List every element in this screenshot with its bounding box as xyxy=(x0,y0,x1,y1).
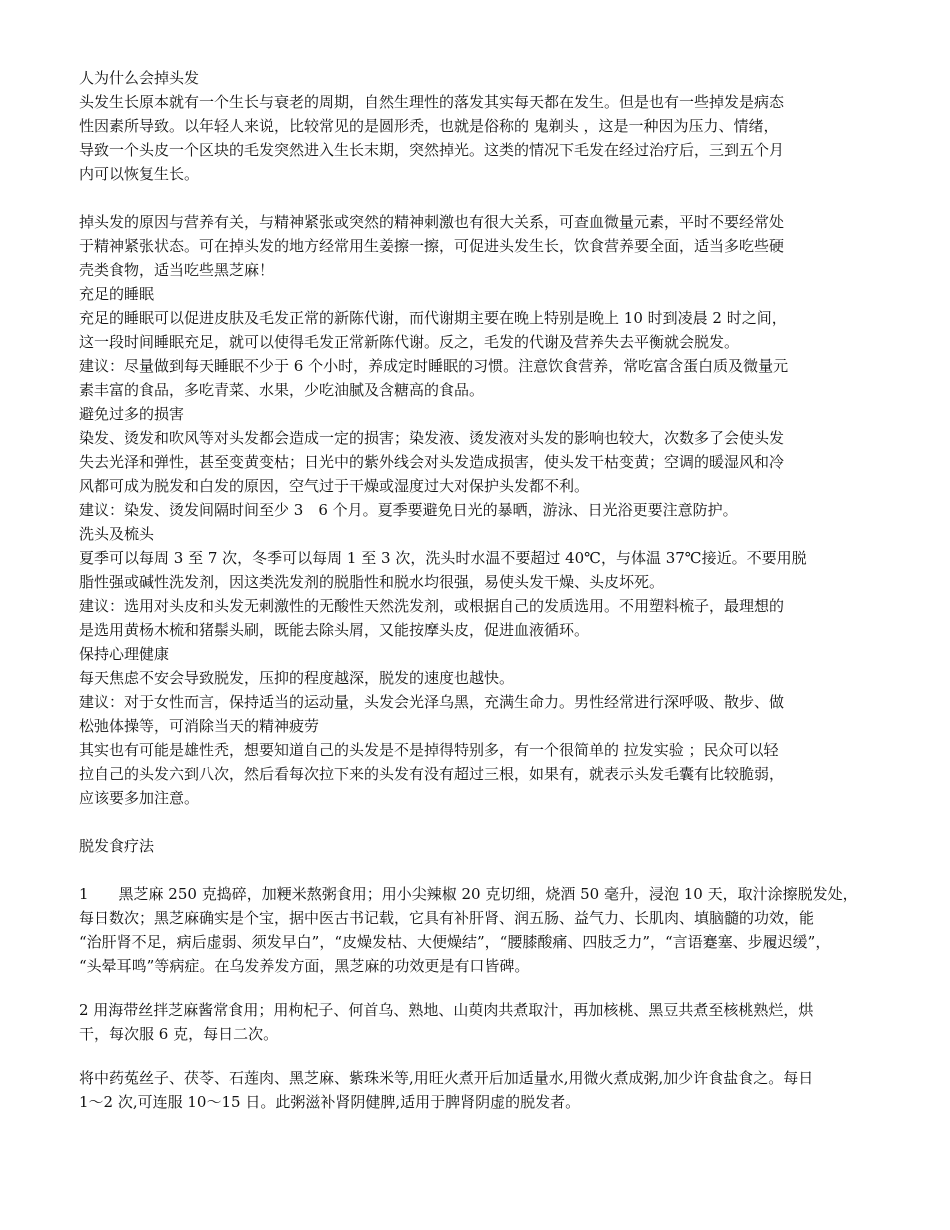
paragraph-line: 将中药菟丝子、茯苓、石莲肉、黑芝麻、紫珠米等,用旺火煮开后加适量水,用微火煮成粥,加少许食盐食之。每日 xyxy=(79,1069,814,1087)
paragraph-line: 性因素所导致。以年轻人来说，比较常见的是圆形秃，也就是俗称的 鬼剃头 ，这是一种因为压力、情绪， xyxy=(79,117,779,135)
list-item-line: 干，每次服 6 克，每日二次。 xyxy=(79,1025,279,1043)
paragraph-line: 染发、烫发和吹风等对头发都会造成一定的损害；染发液、烫发液对头发的影响也较大，次数多了会使头发 xyxy=(79,429,785,447)
paragraph-line: 头发生长原本就有一个生长与衰老的周期，自然生理性的落发其实每天都在发生。但是也有一些掉发是病态 xyxy=(79,93,785,111)
paragraph-line: 这一段时间睡眠充足，就可以使得毛发正常新陈代谢。反之，毛发的代谢及营养失去平衡就会脱发。 xyxy=(79,333,740,351)
paragraph-line: 拉自己的头发六到八次，然后看每次拉下来的头发有没有超过三根，如果有，就表示头发毛囊有比较脆弱， xyxy=(79,765,785,783)
heading-mental-health: 保持心理健康 xyxy=(79,645,170,663)
list-item-line: 1 黑芝麻 250 克捣碎，加粳米熬粥食用；用小尖辣椒 20 克切细，烧酒 50 毫升，浸泡 10 天，取汁涂擦脱发处， xyxy=(79,885,858,903)
paragraph-line: 其实也有可能是雄性秃，想要知道自己的头发是不是掉得特别多，有一个很简单的 拉发实验 ；民众可以轻 xyxy=(79,741,779,759)
paragraph-line: 夏季可以每周 3 至 7 次，冬季可以每周 1 至 3 次，洗头时水温不要超过 40℃，与体温 37℃接近。不要用脱 xyxy=(79,549,807,567)
paragraph-line: 充足的睡眠可以促进皮肤及毛发正常的新陈代谢，而代谢期主要在晚上特别是晚上 10 时到凌晨 2 时之间， xyxy=(79,309,787,327)
paragraph-line: 掉头发的原因与营养有关，与精神紧张或突然的精神刺激也有很大关系，可查血微量元素，平时不要经常处 xyxy=(79,213,785,231)
paragraph-line: 壳类食物，适当吃些黑芝麻！ xyxy=(79,261,275,279)
heading-why-hair-loss: 人为什么会掉头发 xyxy=(79,69,200,87)
list-item-line: 每日数次；黑芝麻确实是个宝，据中医古书记载，它具有补肝肾、润五肠、益气力、长肌肉、填脑髓的功效，能 xyxy=(79,909,815,927)
heading-sleep: 充足的睡眠 xyxy=(79,285,155,303)
paragraph-line: 风都可成为脱发和白发的原因，空气过于干燥或湿度过大对保护头发都不利。 xyxy=(79,477,590,495)
paragraph-line: 1～2 次,可连服 10～15 日。此粥滋补肾阴健脾,适用于脾肾阴虚的脱发者。 xyxy=(79,1093,581,1111)
paragraph-line: 内可以恢复生长。 xyxy=(79,165,200,183)
paragraph-line: 建议：染发、烫发间隔时间至少 3 6 个月。夏季要避免日光的暴晒，游泳、日光浴更要注意防护。 xyxy=(79,501,738,519)
paragraph-line: 是选用黄杨木梳和猪鬃头刷，既能去除头屑，又能按摩头皮，促进血液循环。 xyxy=(79,621,590,639)
heading-diet-therapy: 脱发食疗法 xyxy=(79,837,155,855)
document-page xyxy=(79,66,879,1114)
paragraph-line: 素丰富的食品，多吃青菜、水果，少吃油腻及含糖高的食品。 xyxy=(79,381,485,399)
paragraph-line: 建议：选用对头皮和头发无刺激性的无酸性天然洗发剂，或根据自己的发质选用。不用塑料梳子，最理想的 xyxy=(79,597,785,615)
paragraph-line: 于精神紧张状态。可在掉头发的地方经常用生姜擦一擦，可促进头发生长，饮食营养要全面，适当多吃些硬 xyxy=(79,237,785,255)
paragraph-line: 建议：对于女性而言，保持适当的运动量，头发会光泽乌黑，充满生命力。男性经常进行深呼吸、散步、做 xyxy=(79,693,785,711)
heading-washing: 洗头及梳头 xyxy=(79,525,155,543)
list-item-line: “治肝肾不足，病后虚弱、须发早白”，“皮燥发枯、大便燥结”，“腰膝酸痛、四肢乏力”，“言语蹇塞、步履迟缓”， xyxy=(79,933,831,951)
paragraph-line: 建议：尽量做到每天睡眠不少于 6 个小时，养成定时睡眠的习惯。注意饮食营养，常吃富含蛋白质及微量元 xyxy=(79,357,789,375)
paragraph-line: 应该要多加注意。 xyxy=(79,789,200,807)
paragraph-line: 松弛体操等，可消除当天的精神疲劳 xyxy=(79,717,320,735)
paragraph-line: 导致一个头皮一个区块的毛发突然进入生长末期，突然掉光。这类的情况下毛发在经过治疗后，三到五个月 xyxy=(79,141,785,159)
list-item-line: 2 用海带丝拌芝麻酱常食用；用枸杞子、何首乌、熟地、山萸肉共煮取汁，再加核桃、黑豆共煮至核桃熟烂，烘 xyxy=(79,1001,814,1019)
paragraph-line: 每天焦虑不安会导致脱发，压抑的程度越深，脱发的速度也越快。 xyxy=(79,669,515,687)
heading-avoid-damage: 避免过多的损害 xyxy=(79,405,185,423)
paragraph-line: 脂性强或碱性洗发剂，因这类洗发剂的脱脂性和脱水均很强，易使头发干燥、头皮坏死。 xyxy=(79,573,665,591)
paragraph-line: 失去光泽和弹性，甚至变黄变枯；日光中的紫外线会对头发造成损害，使头发干枯变黄；空调的暖湿风和冷 xyxy=(79,453,785,471)
list-item-line: “头晕耳鸣”等病症。在乌发养发方面，黑芝麻的功效更是有口皆碑。 xyxy=(79,957,530,975)
